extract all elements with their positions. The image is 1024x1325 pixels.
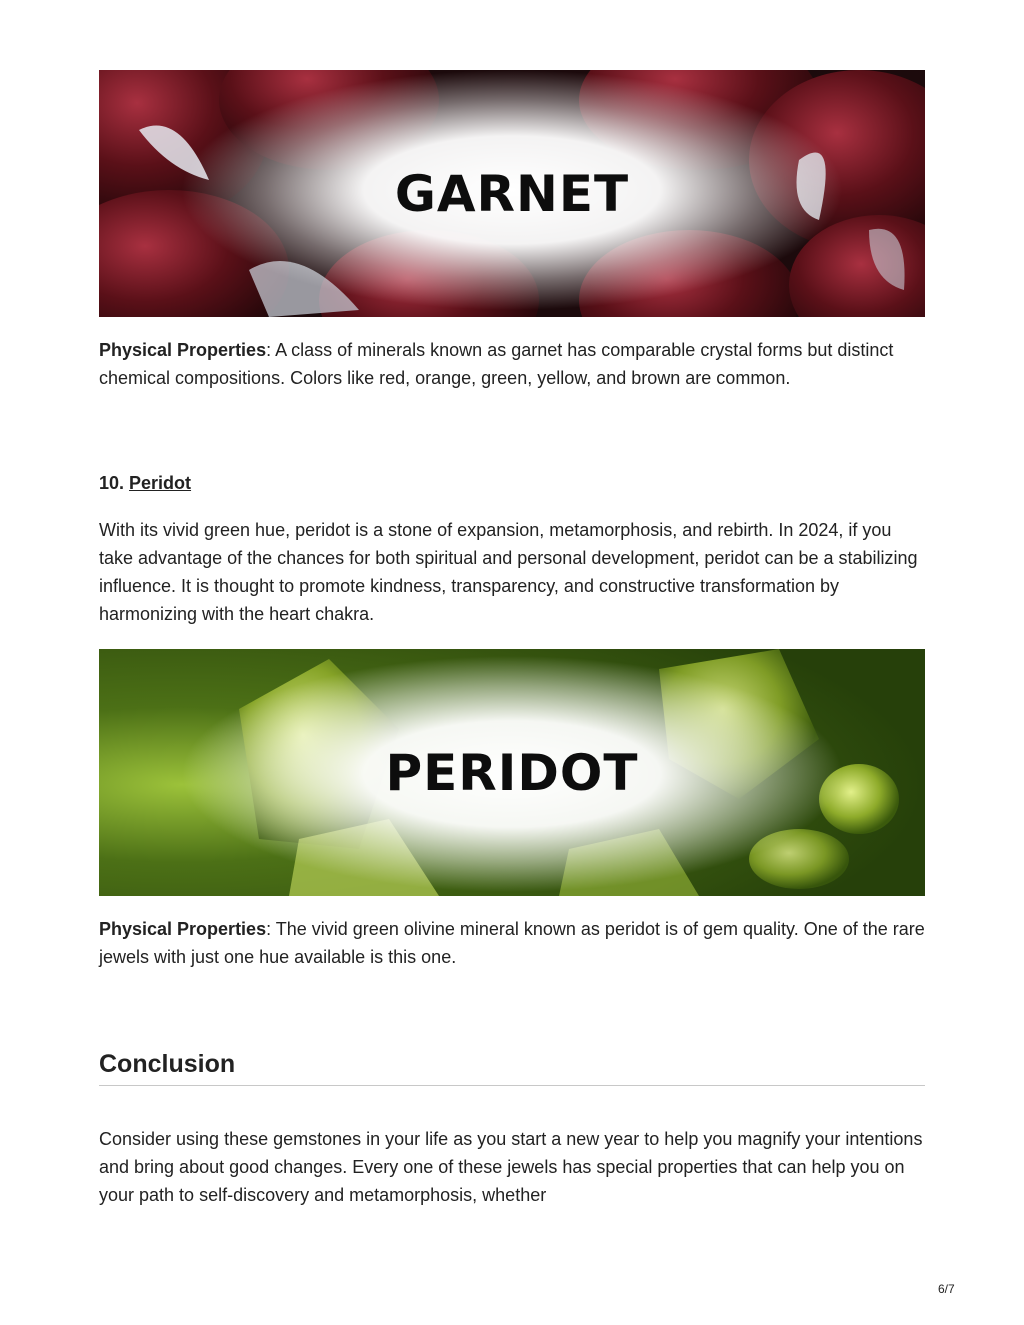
physical-properties-label: Physical Properties (99, 340, 267, 360)
garnet-physical-properties (99, 336, 929, 392)
peridot-physical-properties (99, 915, 929, 971)
garnet-banner-image (99, 70, 925, 317)
peridot-link[interactable]: Peridot (129, 473, 192, 493)
physical-properties-label: Physical Properties (99, 919, 267, 939)
physical-properties-text: : A class of minerals known as garnet has comparable crystal forms but distinct chemical compositions. Colors like red, orange, green, yellow, and brown are common. (99, 340, 894, 388)
peridot-intro-paragraph: With its vivid green hue, peridot is a stone of expansion, metamorphosis, and rebirth. In 2024, if you take advantage of the chances for both spiritual and personal development, peridot can be a stabilizing influence. It is thought to promote kindness, transparency, and constructive transformation by harmonizing with the heart chakra. (99, 520, 918, 624)
peridot-banner-title: PERIDOT (385, 743, 639, 802)
peridot-banner-image (99, 649, 925, 896)
page-number: 6/7 (938, 1282, 955, 1296)
physical-properties-text: : The vivid green olivine mineral known as peridot is of gem quality. One of the rare jewels with just one hue available is this one. (99, 919, 925, 967)
section-number: 10. (99, 473, 130, 493)
garnet-banner-title: GARNET (394, 164, 630, 223)
section-10-heading (99, 469, 191, 497)
conclusion-paragraph: Consider using these gemstones in your life as you start a new year to help you magnify your intentions and bring about good changes. Every one of these jewels has special properties that can help you on your path to self-discovery and metamorphosis, whether (99, 1129, 923, 1205)
conclusion-heading: Conclusion (99, 1047, 925, 1086)
